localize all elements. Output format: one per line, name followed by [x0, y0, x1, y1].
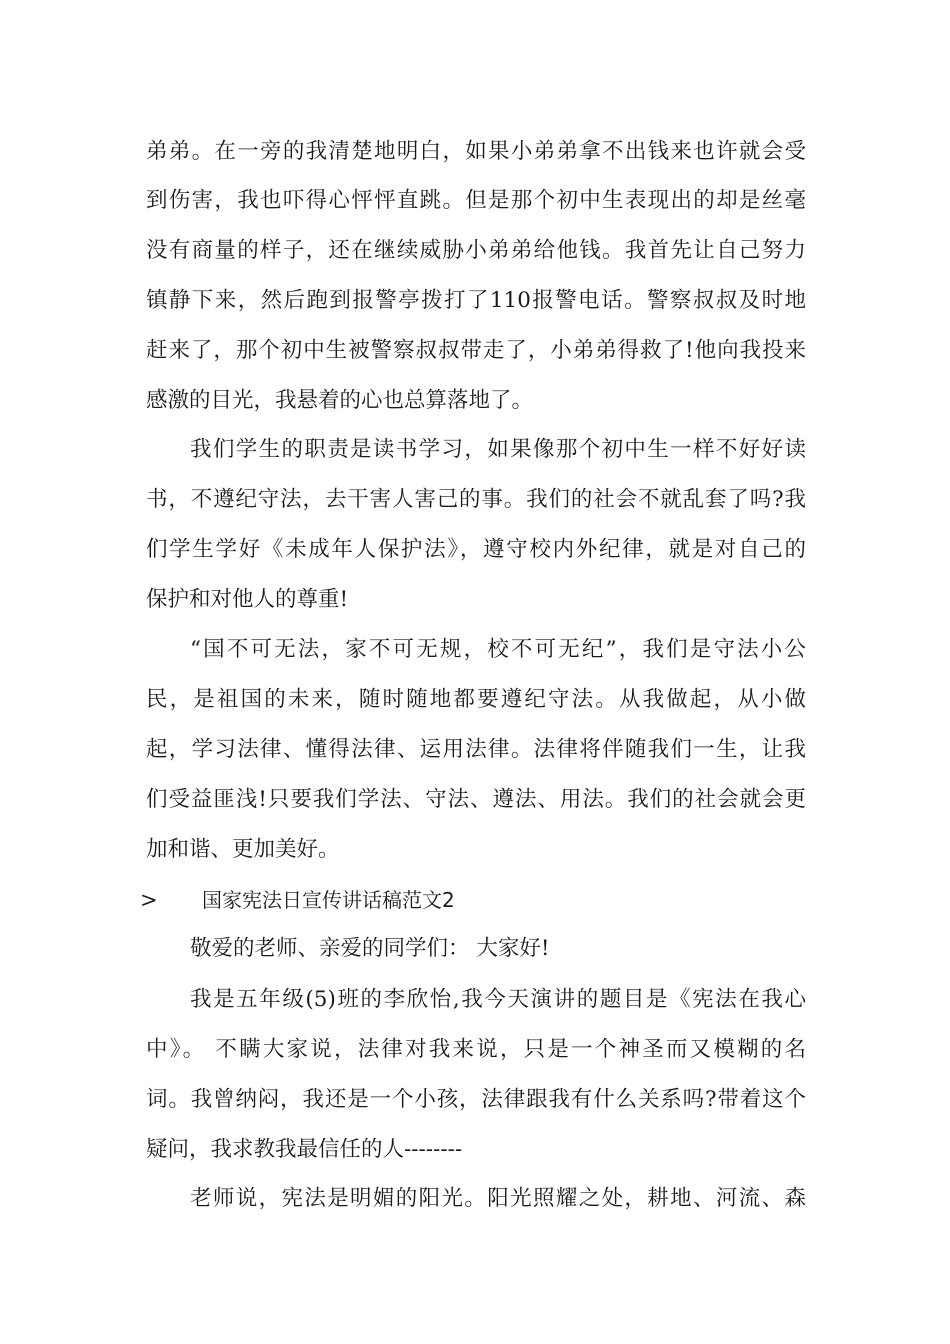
paragraph-line: 赶来了，那个初中生被警察叔叔带走了，小弟弟得救了!他向我投来 [146, 338, 806, 363]
paragraph-line: 们受益匪浅!只要我们学法、守法、遵法、用法。我们的社会就会更 [146, 787, 806, 812]
paragraph-line: 起，学习法律、懂得法律、运用法律。法律将伴随我们一生，让我 [146, 737, 806, 762]
paragraph-line: 们学生学好《未成年人保护法》，遵守校内外纪律，就是对自己的 [146, 537, 806, 562]
paragraph-line: 我们学生的职责是读书学习，如果像那个初中生一样不好好读 [190, 437, 806, 462]
paragraph-line: 镇静下来，然后跑到报警亭拨打了110报警电话。警察叔叔及时地 [146, 288, 806, 313]
section-heading: 国家宪法日宣传讲话稿范文2 [202, 888, 455, 912]
paragraph-line: 没有商量的样子，还在继续威胁小弟弟给他钱。我首先让自己努力 [146, 238, 806, 263]
paragraph-line: 到伤害，我也吓得心怦怦直跳。但是那个初中生表现出的却是丝毫 [146, 188, 806, 213]
paragraph-line: 我是五年级(5)班的李欣怡,我今天演讲的题目是《宪法在我心 [190, 987, 806, 1012]
paragraph-line: “国不可无法，家不可无规，校不可无纪”，我们是守法小公 [190, 637, 806, 662]
paragraph-line: 弟弟。在一旁的我清楚地明白，如果小弟弟拿不出钱来也许就会受 [146, 139, 806, 164]
paragraph-line: 书，不遵纪守法，去干害人害己的事。我们的社会不就乱套了吗?我 [146, 487, 806, 512]
paragraph-line: 民，是祖国的未来，随时随地都要遵纪守法。从我做起，从小做 [146, 687, 806, 712]
paragraph-line: 保护和对他人的尊重! [146, 587, 349, 612]
paragraph-line: 老师说，宪法是明媚的阳光。阳光照耀之处，耕地、河流、森 [190, 1186, 806, 1211]
paragraph-line: 疑问，我求教我最信任的人-------- [146, 1137, 463, 1162]
paragraph-line: 加和谐、更加美好。 [146, 837, 340, 862]
chevron-right-icon: > [140, 888, 158, 912]
paragraph-line: 中》。 不瞒大家说，法律对我来说，只是一个神圣而又模糊的名 [146, 1037, 806, 1062]
paragraph-line: 感激的目光，我悬着的心也总算落地了。 [146, 388, 534, 413]
paragraph-line: 词。我曾纳闷，我还是一个小孩，法律跟我有什么关系吗?带着这个 [146, 1087, 806, 1112]
greeting-line: 敬爱的老师、亲爱的同学们： 大家好! [190, 936, 550, 961]
